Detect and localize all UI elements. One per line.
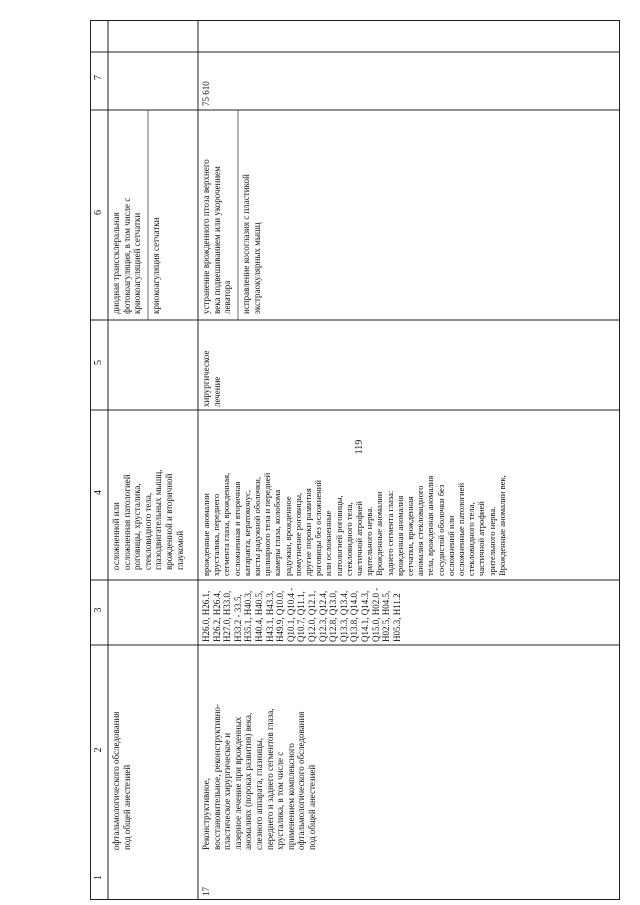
column-number-3: 3	[93, 607, 104, 613]
prev-row-name: офтальмологического обследования под общей анестезией	[111, 711, 132, 850]
row-17-codes: H26.0, H26.1, H26.2, H26.4, H27.0, H33.0, H33.2 - 33.5, H35.1, H40.3, H40.4, H40.5, H43.1, H43.3, H49.9, Q10.0, Q10.1, Q10.4 - Q10.7, Q11.1, Q12.0, Q12.1, Q12.3, Q12.4, Q12.8, Q13.0, Q13.3, Q13.4, Q13.8, Q14.0, Q14.1, Q14.3, Q15.0, H02.0 - H02.5, H04.5, H05.3, H11.2	[201, 587, 402, 642]
row-17-cost: 75 610	[201, 81, 211, 106]
column-number-7: 7	[93, 75, 104, 80]
column-number-2: 2	[93, 747, 104, 753]
row-17-number: 17	[201, 887, 211, 896]
row-17-name: Реконструктивное, восстановительное, реконструктивно- пластическое хирургическое и лазерное лечение при врожденных аномалиях (пороках развития) века, слезного аппарата, глазницы, переднего и заднего сегментов глаза, хрусталика, в том числе с применением комплексного офтальмологического обследования под общей анестезией	[201, 704, 317, 850]
row-17-diagnosis: врожденные аномалии хрусталика, переднего сегмента глаза, врожденная, осложненная и вторичная катаракта, кератоконус, кисты радужной оболочки, цилиарного тела и передней камеры глаза, колобома радужки, врожденное помутнение роговицы, другие пороки развития роговицы без осложнений или осложненные патологией роговицы, стекловидного тела, частичной атрофией зрительного нерва. Врожденные аномалии заднего сегмента глаза: врожденная аномалия сетчатки, врожденная аномалия стекловидного тела, врожденная аномалия сосудистой оболочки без осложнений или осложненные патологией стекловидного тела, частичной атрофией зрительного нерва. Врожденные аномалии век,	[201, 472, 507, 576]
column-number-6: 6	[93, 210, 104, 215]
column-number-1: 1	[93, 875, 104, 880]
table-page	[90, 20, 620, 900]
row-17-method-2: исправление косоглазия с пластикой экстраокулярных мышц	[241, 174, 262, 314]
column-number-4: 4	[93, 490, 104, 495]
row-17-method-1: устранение врожденного птоза верхнего века подвешиванием или укорочением леватора	[201, 159, 233, 314]
row-17-treatment-type: хирургическое лечение	[201, 350, 222, 407]
prev-row-diagnosis: осложненной или осложненная патологией роговицы, хрусталика, стекловидного тела, глазодвигательных мышц, врожденной и вторичной глаукомой	[111, 469, 185, 570]
page-number: 119	[354, 439, 365, 455]
prev-row-method-2: криокоагуляция сетчатки	[151, 217, 161, 314]
prev-row-method-1: диодная транссклеральная фотокоагуляция, в том числе с криокоагуляцией сетчатки	[111, 197, 143, 314]
column-number-5: 5	[93, 360, 104, 365]
